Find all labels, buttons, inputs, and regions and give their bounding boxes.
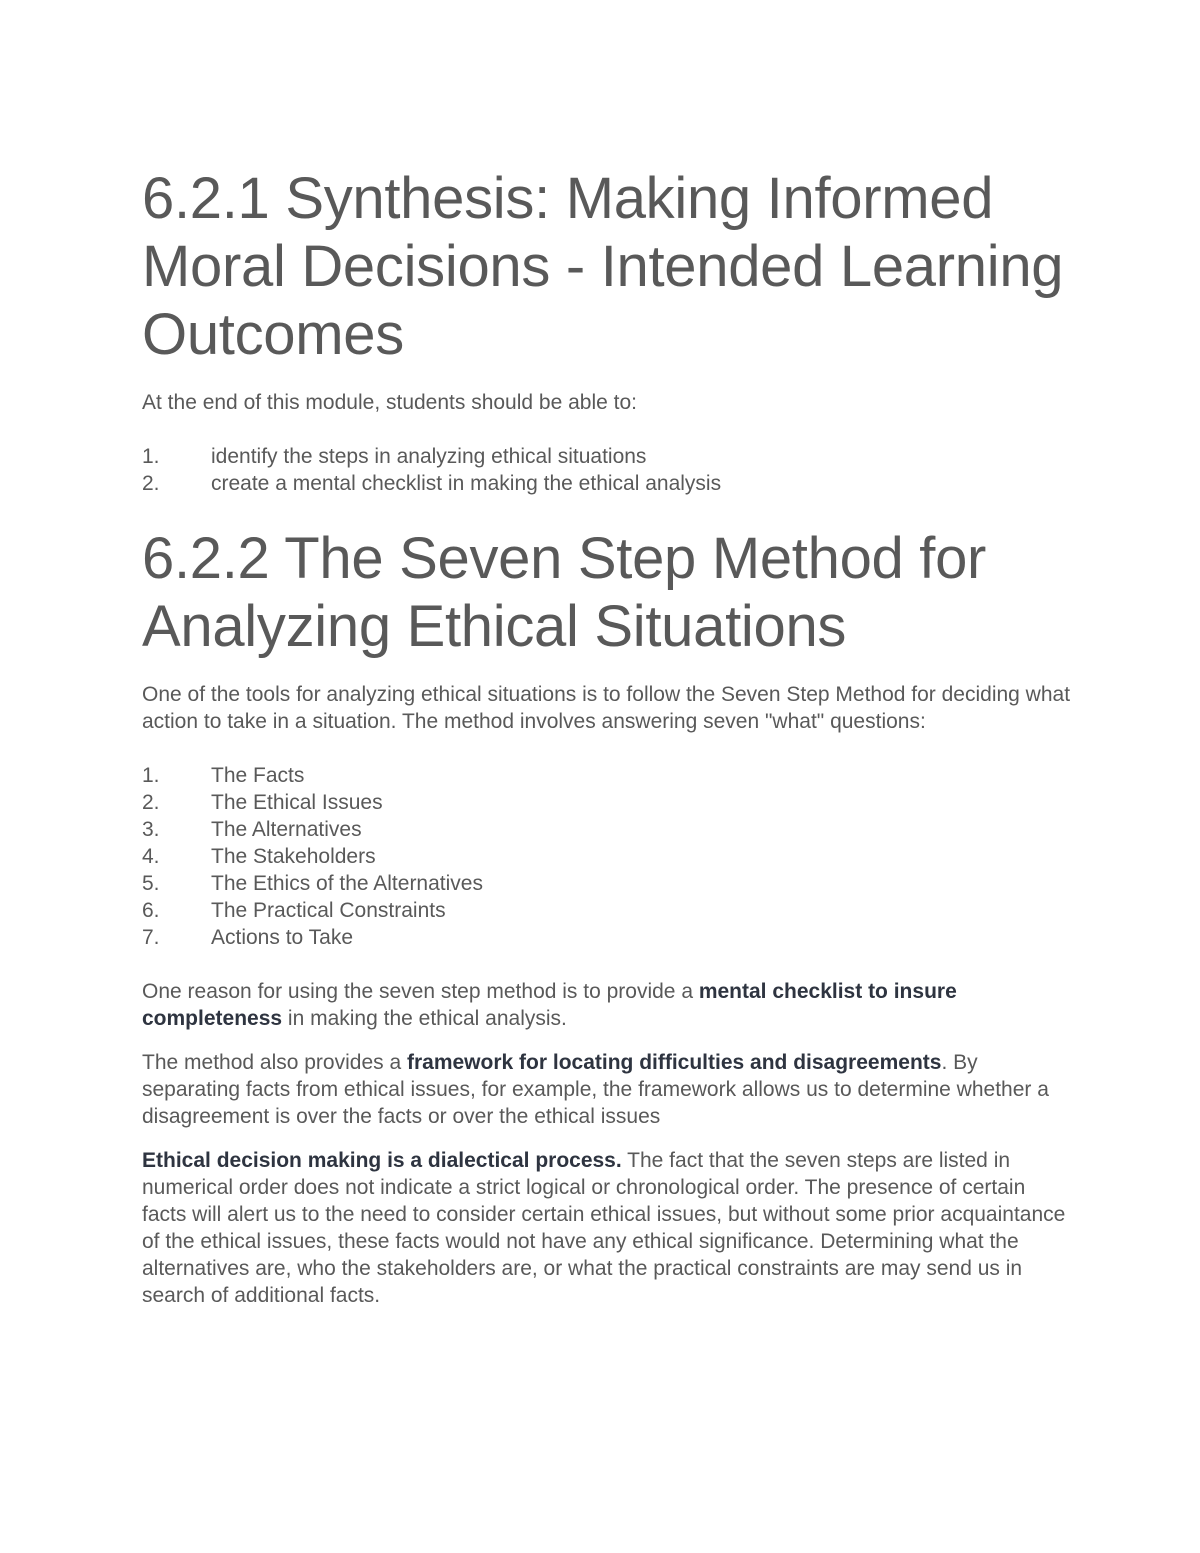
list-item <box>142 816 1072 843</box>
paragraph-dialectical-process <box>142 1147 1072 1309</box>
list-item-text: The Facts <box>211 764 305 787</box>
paragraph-framework <box>142 1049 1072 1130</box>
list-item-number: 3. <box>142 818 160 841</box>
list-item-number: 5. <box>142 872 160 895</box>
emphasis-text: mental checklist to insure completeness <box>142 980 957 1030</box>
emphasis-text: framework for locating difficulties and disagreements <box>406 1051 942 1074</box>
document-page <box>142 165 1072 1326</box>
list-item <box>142 843 1072 870</box>
outcomes-intro: At the end of this module, students should be able to: <box>142 391 637 414</box>
list-item-number: 1. <box>142 764 160 787</box>
steps-list <box>142 762 1072 951</box>
list-item-text: The Ethical Issues <box>211 791 383 814</box>
list-item <box>142 870 1072 897</box>
paragraph-mental-checklist <box>142 978 1072 1032</box>
list-item-text: Actions to Take <box>211 926 354 949</box>
paragraph-text: The method also provides a <box>142 1051 407 1074</box>
list-item <box>142 470 1072 497</box>
list-item-text: identify the steps in analyzing ethical situations <box>211 445 647 468</box>
emphasis-text: Ethical decision making is a dialectical process. <box>142 1149 622 1172</box>
list-item-number: 2. <box>142 472 160 495</box>
list-item-text: The Stakeholders <box>211 845 376 868</box>
list-item-text: The Alternatives <box>211 818 362 841</box>
paragraph-text: in making the ethical analysis. <box>282 1007 567 1030</box>
list-item <box>142 443 1072 470</box>
seven-step-intro: One of the tools for analyzing ethical situations is to follow the Seven Step Method for deciding what action to take in a situation. The method involves answering seven "what" questions: <box>142 683 1071 733</box>
list-item <box>142 897 1072 924</box>
list-item-number: 1. <box>142 445 160 468</box>
list-item-number: 7. <box>142 926 160 949</box>
list-item <box>142 789 1072 816</box>
section-heading-learning-outcomes: 6.2.1 Synthesis: Making Informed Moral Decisions - Intended Learning Outcomes <box>142 166 1064 367</box>
outcomes-list <box>142 443 1072 497</box>
list-item-text: The Practical Constraints <box>211 899 446 922</box>
section-heading-seven-step-method: 6.2.2 The Seven Step Method for Analyzing Ethical Situations <box>142 526 987 659</box>
paragraph-text: One reason for using the seven step method is to provide a <box>142 980 699 1003</box>
list-item <box>142 762 1072 789</box>
list-item-number: 6. <box>142 899 160 922</box>
paragraph-text: The fact that the seven steps are listed in numerical order does not indicate a strict logical or chronological order. The presence of certain facts will alert us to the need to consider certain ethical issues, but without some prior acquaintance of the ethical issues, these facts would not have any ethical significance. Determining what the alternatives are, who the stakeholders are, or what the practical constraints are may send us in search of additional facts. <box>142 1149 1066 1307</box>
list-item-text: The Ethics of the Alternatives <box>211 872 483 895</box>
list-item-number: 4. <box>142 845 160 868</box>
list-item <box>142 924 1072 951</box>
list-item-text: create a mental checklist in making the ethical analysis <box>211 472 722 495</box>
list-item-number: 2. <box>142 791 160 814</box>
paragraph-text: . By separating facts from ethical issues, for example, the framework allows us to determine whether a disagreement is over the facts or over the ethical issues <box>142 1051 1049 1128</box>
